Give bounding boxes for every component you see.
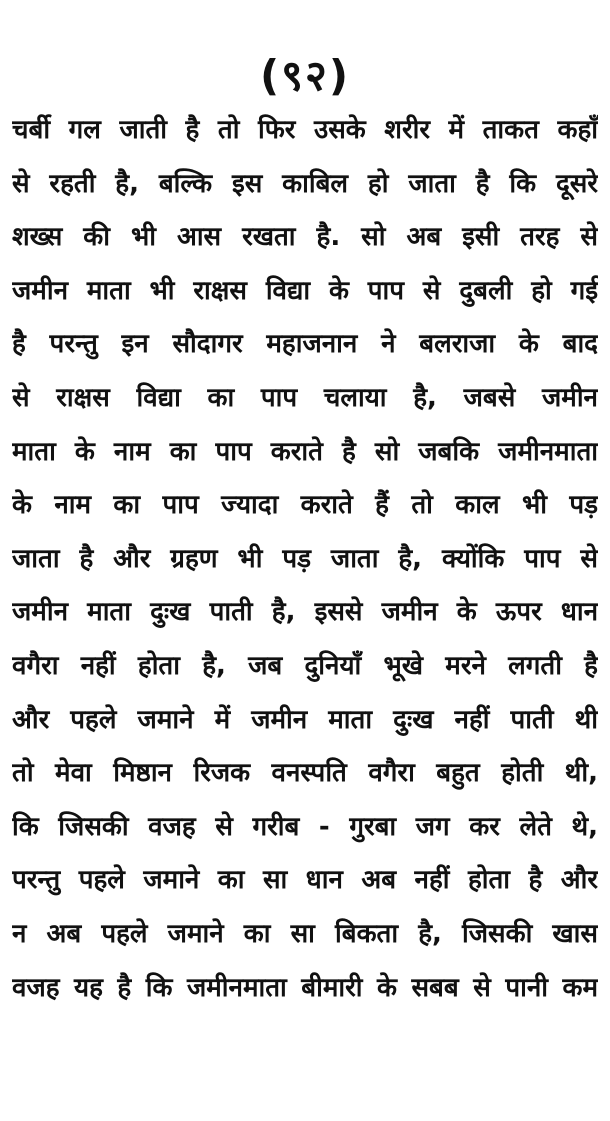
page-number: (९२): [259, 51, 351, 100]
text-line: तो मेवा मिष्ठान रिजक वनस्पति वगैरा बहुत होती थी,: [12, 758, 598, 789]
text-line: वजह यह है कि जमीनमाता बीमारी के सबब से पानी कम: [12, 972, 598, 1003]
text-line: से राक्षस विद्या का पाप चलाया है, जबसे जमीन: [12, 382, 598, 413]
text-line: के नाम का पाप ज्यादा कराते हैं तो काल भी पड़: [12, 490, 598, 521]
text-line: परन्तु पहले जमाने का सा धान अब नहीं होता है और: [12, 865, 598, 896]
text-line: चर्बी गल जाती है तो फिर उसके शरीर में ताकत कहाँ: [12, 115, 598, 145]
text-line: है परन्तु इन सौदागर महाजनान ने बलराजा के बाद: [12, 329, 598, 360]
text-line: कि जिसकी वजह से गरीब - गुरबा जग कर लेते थे,: [12, 811, 598, 842]
body-text: [12, 104, 598, 1015]
text-line: माता के नाम का पाप कराते है सो जबकि जमीनमाता: [12, 436, 598, 467]
text-line: जाता है और ग्रहण भी पड़ जाता है, क्योंकि पाप से: [12, 543, 598, 574]
text-line: जमीन माता दुःख पाती है, इससे जमीन के ऊपर धान: [12, 597, 598, 628]
text-line: और पहले जमाने में जमीन माता दुःख नहीं पाती थी: [12, 704, 598, 735]
text-line: जमीन माता भी राक्षस विद्या के पाप से दुबली हो गई: [12, 275, 598, 306]
text-line: वगैरा नहीं होता है, जब दुनियाँ भूखे मरने लगती है: [12, 650, 598, 681]
text-line: न अब पहले जमाने का सा बिकता है, जिसकी खास: [12, 918, 598, 949]
text-line: से रहती है, बल्कि इस काबिल हो जाता है कि दूसरे: [12, 168, 598, 199]
text-line: शख्स की भी आस रखता है. सो अब इसी तरह से: [12, 222, 598, 253]
